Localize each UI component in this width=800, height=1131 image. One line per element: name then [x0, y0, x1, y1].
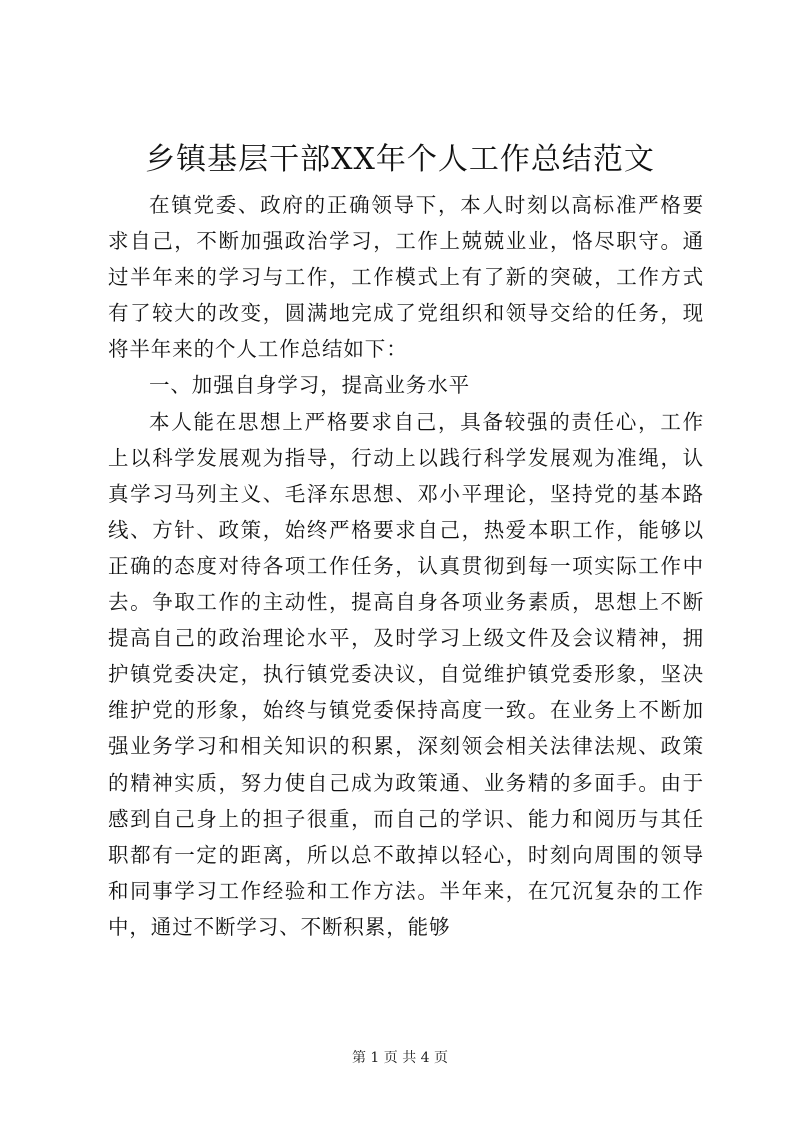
paragraph-intro: 在镇党委、政府的正确领导下，本人时刻以高标准严格要求自己，不断加强政治学习，工作上兢兢业业，恪尽职守。通过半年来的学习与工作，工作模式上有了新的突破，工作方式有了较大的改变，圆满地完成了党组织和领导交给的任务，现将半年来的个人工作总结如下：: [108, 193, 704, 362]
section-heading: 一、加强自身学习，提高业务水平: [149, 373, 470, 398]
document-title: 乡镇基层干部XX年个人工作总结范文: [145, 142, 655, 177]
page-number-footer: 第 1 页 共 4 页: [351, 1050, 449, 1066]
document-body: [108, 187, 704, 945]
paragraph-section-body: 本人能在思想上严格要求自己，具备较强的责任心，工作上以科学发展观为指导，行动上以践行科学发展观为准绳，认真学习马列主义、毛泽东思想、邓小平理论，坚持党的基本路线、方针、政策，始终严格要求自己，热爱本职工作，能够以正确的态度对待各项工作任务，认真贯彻到每一项实际工作中去。争取工作的主动性，提高自身各项业务素质，思想上不断提高自己的政治理论水平，及时学习上级文件及会议精神，拥护镇党委决定，执行镇党委决议，自觉维护镇党委形象，坚决维护党的形象，始终与镇党委保持高度一致。在业务上不断加强业务学习和相关知识的积累，深刻领会相关法律法规、政策的精神实质，努力使自己成为政策通、业务精的多面手。由于感到自己身上的担子很重，而自己的学识、能力和阅历与其任职都有一定的距离，所以总不敢掉以轻心，时刻向周围的领导和同事学习工作经验和工作方法。半年来，在冗沉复杂的工作中，通过不断学习、不断积累，能够: [108, 409, 704, 939]
